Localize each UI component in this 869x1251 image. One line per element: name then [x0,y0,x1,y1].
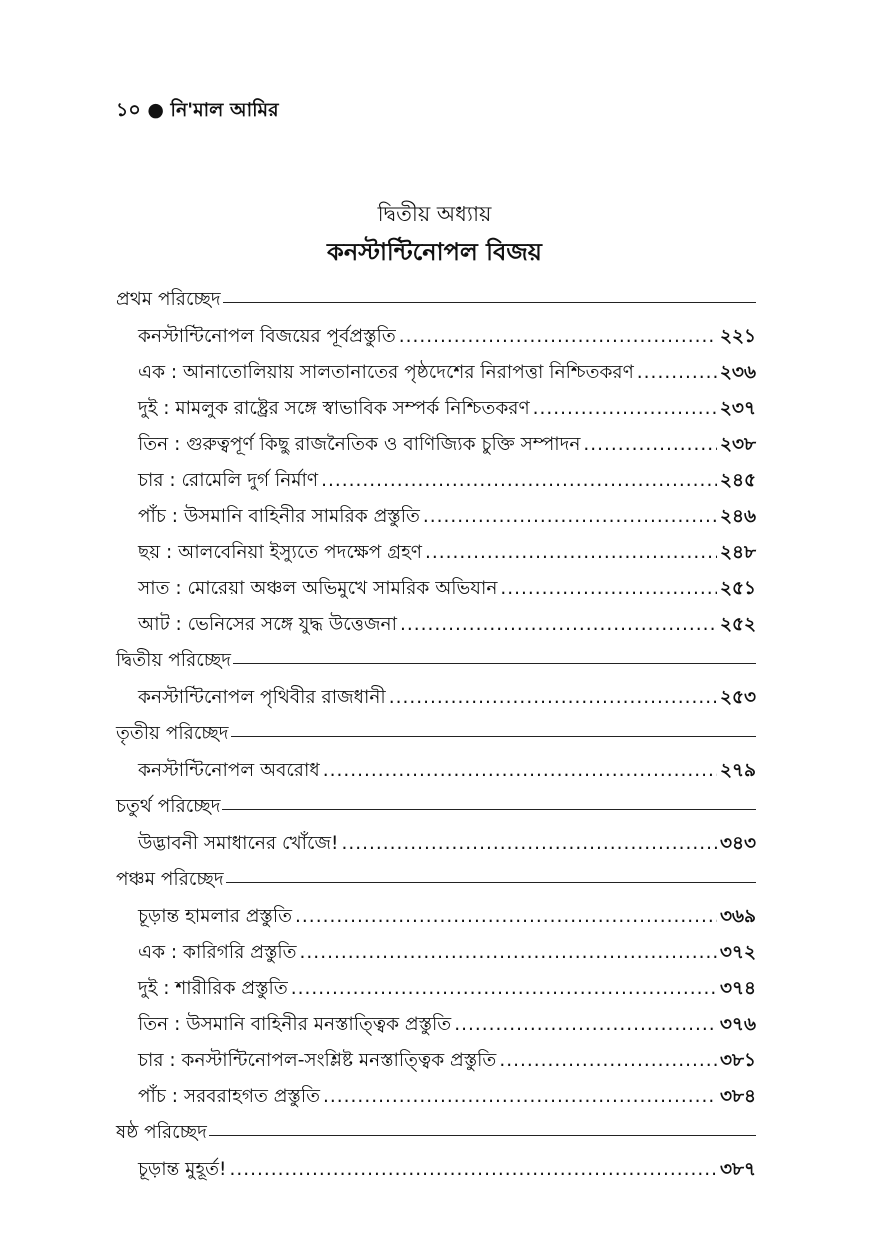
toc-entry [116,753,756,789]
toc-entry [116,935,756,971]
section-heading [116,1115,756,1152]
toc-entry [116,319,756,355]
dot-leader [425,535,717,571]
entry-title: তিন : গুরুত্বপূর্ণ কিছু রাজনৈতিক ও বাণিজ্যিক চুক্তি সম্পাদন [138,434,581,455]
section-rule [209,1135,756,1136]
section-rule [222,809,756,810]
dot-leader [400,607,717,643]
section-heading [116,282,756,319]
entry-title: আট : ভেনিসের সঙ্গে যুদ্ধ উত্তেজনা [138,614,397,635]
toc-entry [116,607,756,643]
section-rule [231,736,756,737]
entry-page-number: ৩৭৬ [719,1014,756,1035]
entry-title: কনস্টান্টিনোপল বিজয়ের পূর্বপ্রস্তুতি [138,326,396,347]
entry-page-number: ২৪৫ [719,470,756,491]
section-rule [226,882,756,883]
entry-page-number: ২৩৮ [719,434,756,455]
dot-leader [323,753,717,789]
toc-entry [116,571,756,607]
dot-leader [341,826,716,862]
section-rule [223,302,756,303]
dot-leader [454,1007,717,1043]
entry-title: চূড়ান্ত হামলার প্রস্তুতি [138,906,293,927]
dot-leader [499,1043,717,1079]
dot-leader [637,355,717,391]
entry-page-number: ২৪৬ [719,506,756,527]
toc-entry [116,826,756,862]
entry-page-number: ৩৭২ [719,942,756,963]
dot-leader [300,935,717,971]
toc-entry [116,463,756,499]
entry-title: কনস্টান্টিনোপল পৃথিবীর রাজধানী [138,687,386,708]
header-separator-icon: ● [147,99,164,121]
entry-page-number: ২৫২ [719,614,756,635]
section-title: প্রথম পরিচ্ছেদ [116,289,221,310]
section-heading [116,643,756,680]
entry-page-number: ২৫৩ [719,687,756,708]
entry-page-number: ২৭৯ [719,760,756,781]
entry-title: পাঁচ : উসমানি বাহিনীর সামরিক প্রস্তুতি [138,506,420,527]
toc-entry [116,355,756,391]
dot-leader [423,499,717,535]
entry-title: কনস্টান্টিনোপল অবরোধ [138,760,320,781]
dot-leader [291,971,717,1007]
entry-title: চার : কনস্টান্টিনোপল-সংশ্লিষ্ট মনস্তাত্ত্বিক প্রস্তুতি [138,1050,497,1071]
entry-page-number: ৩৬৯ [719,906,756,927]
page-number: ১০ [116,99,141,121]
toc-entry [116,535,756,571]
dot-leader [500,571,717,607]
entry-title: দুই : শারীরিক প্রস্তুতি [138,978,288,999]
section-title: পঞ্চম পরিচ্ছেদ [116,869,224,890]
entry-page-number: ৩৮৪ [719,1086,756,1107]
toc-entry [116,1152,756,1188]
dot-leader [323,1079,717,1115]
toc-entry [116,680,756,716]
entry-title: এক : আনাতোলিয়ায় সালতানাতের পৃষ্ঠদেশের নিরাপত্তা নিশ্চিতকরণ [138,362,634,383]
entry-title: উদ্ভাবনী সমাধানের খোঁজে! [138,833,339,854]
dot-leader [295,899,717,935]
toc-entry [116,899,756,935]
entry-page-number: ২৪৮ [719,542,756,563]
dot-leader [583,427,717,463]
entry-title: ছয় : আলবেনিয়া ইস্যুতে পদক্ষেপ গ্রহণ [138,542,422,563]
entry-page-number: ২৩৭ [719,398,756,419]
toc-entry [116,1043,756,1079]
entry-page-number: ২২১ [719,326,756,347]
dot-leader [321,463,717,499]
entry-page-number: ৩৭৪ [719,978,756,999]
toc-entry [116,971,756,1007]
section-rule [233,663,756,664]
toc-entry [116,1079,756,1115]
toc-entry [116,499,756,535]
entry-page-number: ৩৮৭ [719,1159,756,1180]
toc-entry [116,427,756,463]
entry-title: এক : কারিগরি প্রস্তুতি [138,942,297,963]
entry-page-number: ২৩৬ [719,362,756,383]
entry-title: চূড়ান্ত মুহূর্ত! [138,1159,227,1180]
chapter-title: কনস্টান্টিনোপল বিজয় [327,238,542,266]
section-title: দ্বিতীয় পরিচ্ছেদ [116,650,231,671]
section-title: ষষ্ঠ পরিচ্ছেদ [116,1122,207,1143]
entry-page-number: ৩৮১ [719,1050,756,1071]
entry-page-number: ৩৪৩ [719,833,756,854]
toc-entry [116,1007,756,1043]
running-header [116,96,279,128]
entry-title: চার : রোমেলি দুর্গ নির্মাণ [138,470,319,491]
section-heading [116,862,756,899]
chapter-label: দ্বিতীয় অধ্যায় [377,202,492,226]
entry-title: তিন : উসমানি বাহিনীর মনস্তাত্ত্বিক প্রস্তুতি [138,1014,452,1035]
section-title: তৃতীয় পরিচ্ছেদ [116,723,229,744]
section-title: চতুর্থ পরিচ্ছেদ [116,796,221,817]
section-heading [116,716,756,753]
dot-leader [399,319,717,355]
dot-leader [533,391,717,427]
entry-page-number: ২৫১ [719,578,756,599]
book-title: নি'মাল আমির [170,99,279,121]
section-heading [116,789,756,826]
table-of-contents [116,282,756,1188]
entry-title: সাত : মোরেয়া অঞ্চল অভিমুখে সামরিক অভিযান [138,578,498,599]
toc-entry [116,391,756,427]
entry-title: দুই : মামলুক রাষ্ট্রের সঙ্গে স্বাভাবিক সম্পর্ক নিশ্চিতকরণ [138,398,530,419]
entry-title: পাঁচ : সরবরাহগত প্রস্তুতি [138,1086,321,1107]
dot-leader [229,1152,716,1188]
dot-leader [389,680,717,716]
